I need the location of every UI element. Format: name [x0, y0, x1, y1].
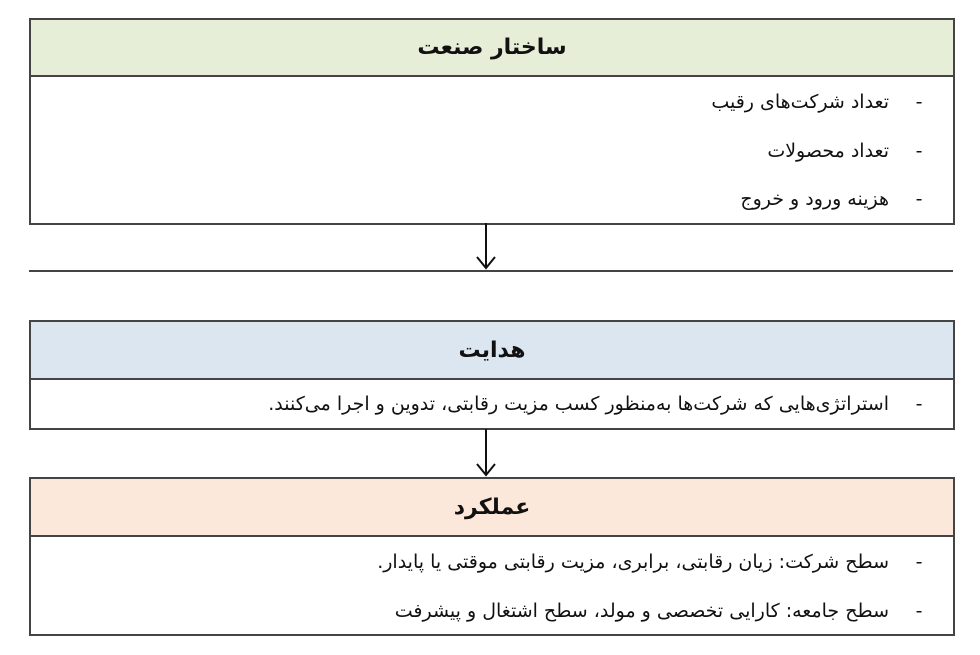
item-text: هزینه ورود و خروج [740, 188, 889, 210]
bullet-dash: - [915, 91, 923, 113]
industry-structure-body [31, 77, 953, 223]
arrow-down-icon [476, 429, 496, 477]
conduct-header [31, 322, 953, 380]
separator-line [29, 270, 953, 272]
bullet-dash: - [915, 599, 923, 622]
performance-body [31, 537, 953, 634]
conduct-box [29, 320, 955, 430]
conduct-body [31, 380, 953, 428]
industry-structure-header [31, 20, 953, 77]
industry-structure-box [29, 18, 955, 225]
bullet-dash: - [915, 188, 923, 210]
bullet-dash: - [915, 393, 923, 415]
list-item [31, 127, 953, 175]
performance-title: عملکرد [453, 494, 531, 520]
performance-box [29, 477, 955, 636]
item-text: استراتژی‌هایی که شرکت‌ها به‌منظور کسب مزیت رقابتی، تدوین و اجرا می‌کنند. [268, 393, 889, 415]
item-text: سطح جامعه: کارایی تخصصی و مولد، سطح اشتغال و پیشرفت [394, 599, 889, 622]
bullet-dash: - [915, 140, 923, 162]
bullet-dash: - [915, 551, 923, 573]
list-item [31, 380, 953, 428]
performance-header [31, 479, 953, 537]
list-item [31, 537, 953, 587]
list-item [31, 175, 953, 223]
arrow-down-icon [476, 223, 496, 271]
item-text: تعداد محصولات [767, 140, 889, 162]
conduct-title: هدایت [458, 337, 526, 363]
list-item [31, 77, 953, 127]
list-item [31, 587, 953, 634]
item-text: تعداد شرکت‌های رقیب [711, 91, 889, 113]
item-text: سطح شرکت: زیان رقابتی، برابری، مزیت رقابتی موقتی یا پایدار. [377, 551, 889, 573]
industry-structure-title: ساختار صنعت [417, 35, 567, 60]
